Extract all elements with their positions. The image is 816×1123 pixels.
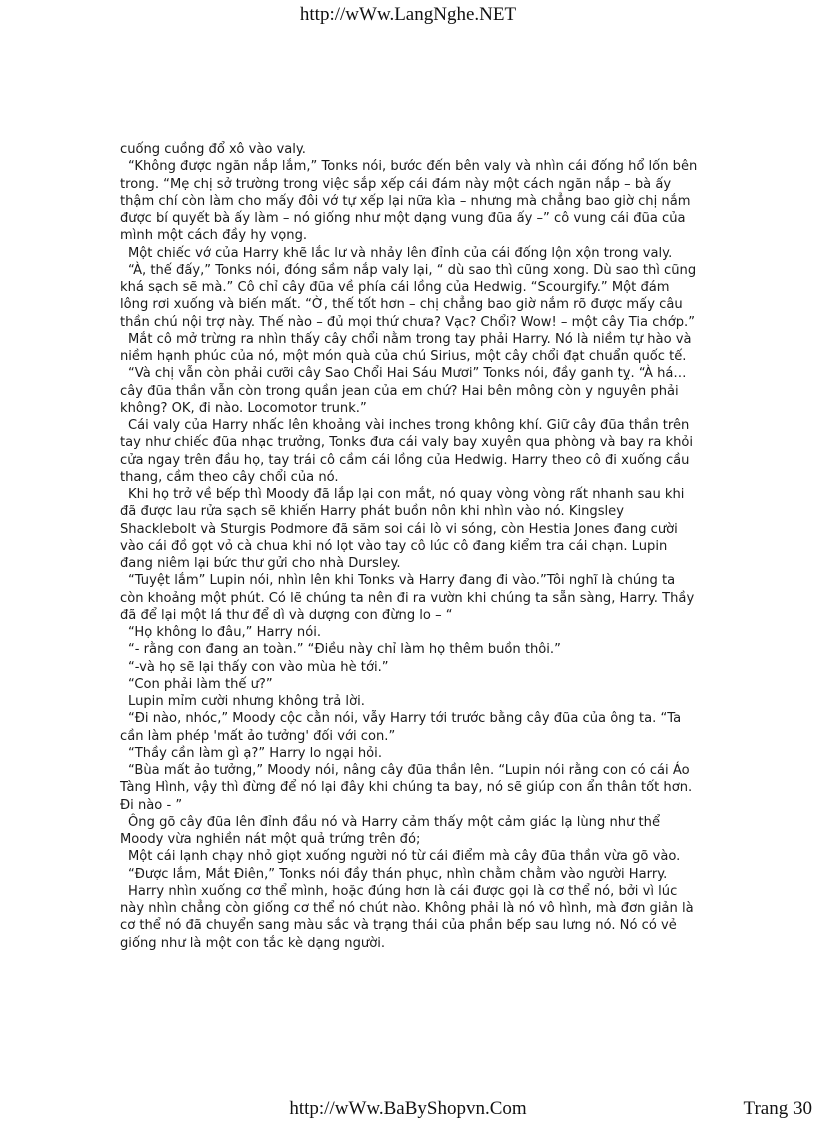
paragraph: “Họ không lo đâu,” Harry nói. xyxy=(128,625,322,640)
page-header-url: http://wWw.LangNghe.NET xyxy=(299,4,517,25)
paragraph: “Bùa mất ảo tưởng,” Moody nói, nâng cây đũa thần lên. “Lupin nói rằng con có cái Áo Tàng Hình, vậy thì đừng để nó lại đây khi chúng ta bay, nó sẽ giúp con ẩn thân tốt hơn. Đi nào - ” xyxy=(120,763,693,813)
paragraph: “Con phải làm thế ư?” xyxy=(128,676,273,692)
paragraph: “Đi nào, nhóc,” Moody cộc cằn nói, vẫy Harry tới trước bằng cây đũa của ông ta. “Ta cần làm phép 'mất ảo tưởng' đối với con.” xyxy=(120,711,682,744)
paragraph: Cái valy của Harry nhấc lên khoảng vài inches trong không khí. Giữ cây đũa thần trên tay như chiếc đũa nhạc trưởng, Tonks đưa cái valy bay xuyên qua phòng và bay ra khỏi cửa ngay trên đầu họ, tay trái cô cầm cái lồng của Hedwig. Harry theo cô đi xuống cầu thang, cầm theo cây chổi của nó. xyxy=(120,418,694,485)
paragraph: “Và chị vẫn còn phải cưỡi cây Sao Chổi Hai Sáu Mươi” Tonks nói, đầy ganh tỵ. “À há… cây đũa thần vẫn còn trong quần jean của em chứ? Hai bên mông còn y nguyên phải không? OK, đi nào. Locomotor trunk.” xyxy=(120,366,687,416)
page-footer xyxy=(0,1098,816,1122)
paragraph: Một chiếc vớ của Harry khẽ lắc lư và nhảy lên đỉnh của cái đống lộn xộn trong valy. xyxy=(128,245,673,261)
paragraph: “Tuyệt lắm” Lupin nói, nhìn lên khi Tonks và Harry đang đi vào.”Tôi nghĩ là chúng ta còn khoảng một phút. Có lẽ chúng ta nên đi ra vườn khi chúng ta sẵn sàng, Harry. Thầy đã để lại một lá thư để dì và dượng con đừng lo – “ xyxy=(120,573,695,623)
paragraph: Harry nhìn xuống cơ thể mình, hoặc đúng hơn là cái được gọi là cơ thể nó, bởi vì lúc này nhìn chẳng còn giống cơ thể nó chút nào. Không phải là nó vô hình, mà đơn giản là cơ thể nó đã chuyển sang màu sắc và trạng thái của phần bếp sau lưng nó. Nó có vẻ giống như là một con tắc kè dạng người. xyxy=(120,883,694,951)
paragraph: “- rằng con đang an toàn.” “Điều này chỉ làm họ thêm buồn thôi.” xyxy=(128,642,561,658)
paragraph: “-và họ sẽ lại thấy con vào mùa hè tới.” xyxy=(128,659,389,675)
paragraph: Một cái lạnh chạy nhỏ giọt xuống người nó từ cái điểm mà cây đũa thần vừa gõ vào. xyxy=(128,849,681,865)
paragraph: cuống cuồng đổ xô vào valy. xyxy=(120,142,306,157)
page-body xyxy=(120,141,700,952)
page-number: Trang 30 xyxy=(743,1098,812,1119)
paragraph: Ông gõ cây đũa lên đỉnh đầu nó và Harry cảm thấy một cảm giác lạ lùng như thể Moody vừa nghiền nát một quả trứng trên đó; xyxy=(120,814,660,847)
paragraph: “Thầy cần làm gì ạ?” Harry lo ngại hỏi. xyxy=(128,745,382,761)
footer-url: http://wWw.BaByShopvn.Com xyxy=(289,1098,527,1119)
paragraph: “Không được ngăn nắp lắm,” Tonks nói, bước đến bên valy và nhìn cái đống hổ lốn bên trong. “Mẹ chị sở trường trong việc sắp xếp cái đám này một cách ngăn nắp – bà ấy thậm chí còn làm cho mấy đôi vớ tự xếp lại nữa kìa – nhưng mà chẳng bao giờ chị nắm được bí quyết bà ấy làm – nó giống như một dạng vung đũa ấy –” cô vung cái đũa của mình một cách đầy hy vọng. xyxy=(120,159,698,244)
paragraph: “Được lắm, Mắt Điên,” Tonks nói đầy thán phục, nhìn chằm chằm vào người Harry. xyxy=(128,866,668,882)
paragraph: “À, thế đấy,” Tonks nói, đóng sầm nắp valy lại, “ dù sao thì cũng xong. Dù sao thì cũng khá sạch sẽ mà.” Cô chỉ cây đũa về phía cái lồng của Hedwig. “Scourgify.” Một đám lông rơi xuống và biến mất. “Ờ, thế tốt hơn – chị chẳng bao giờ nắm rõ được mấy câu thần chú nội trợ này. Thế nào – đủ mọi thứ chưa? Vạc? Chổi? Wow! – một cây Tia chớp.” xyxy=(120,262,697,330)
paragraph: Mắt cô mở trừng ra nhìn thấy cây chổi nằm trong tay phải Harry. Nó là niềm tự hào và niềm hạnh phúc của nó, một món quà của chú Sirius, một cây chổi đạt chuẩn quốc tế. xyxy=(120,331,692,364)
paragraph: Khi họ trở về bếp thì Moody đã lắp lại con mắt, nó quay vòng vòng rất nhanh sau khi đã được lau rửa sạch sẽ khiến Harry phát buồn nôn khi nhìn vào nó. Kingsley Shacklebolt và Sturgis Podmore đã săm soi cái lò vi sóng, còn Hestia Jones đang cười vào cái đồ gọt vỏ cà chua khi nó lọt vào tay cô lúc cô đang kiểm tra cái chạn. Lupin đang niêm lại bức thư gửi cho nhà Dursley. xyxy=(120,487,685,571)
paragraph: Lupin mỉm cười nhưng không trả lời. xyxy=(128,694,365,709)
